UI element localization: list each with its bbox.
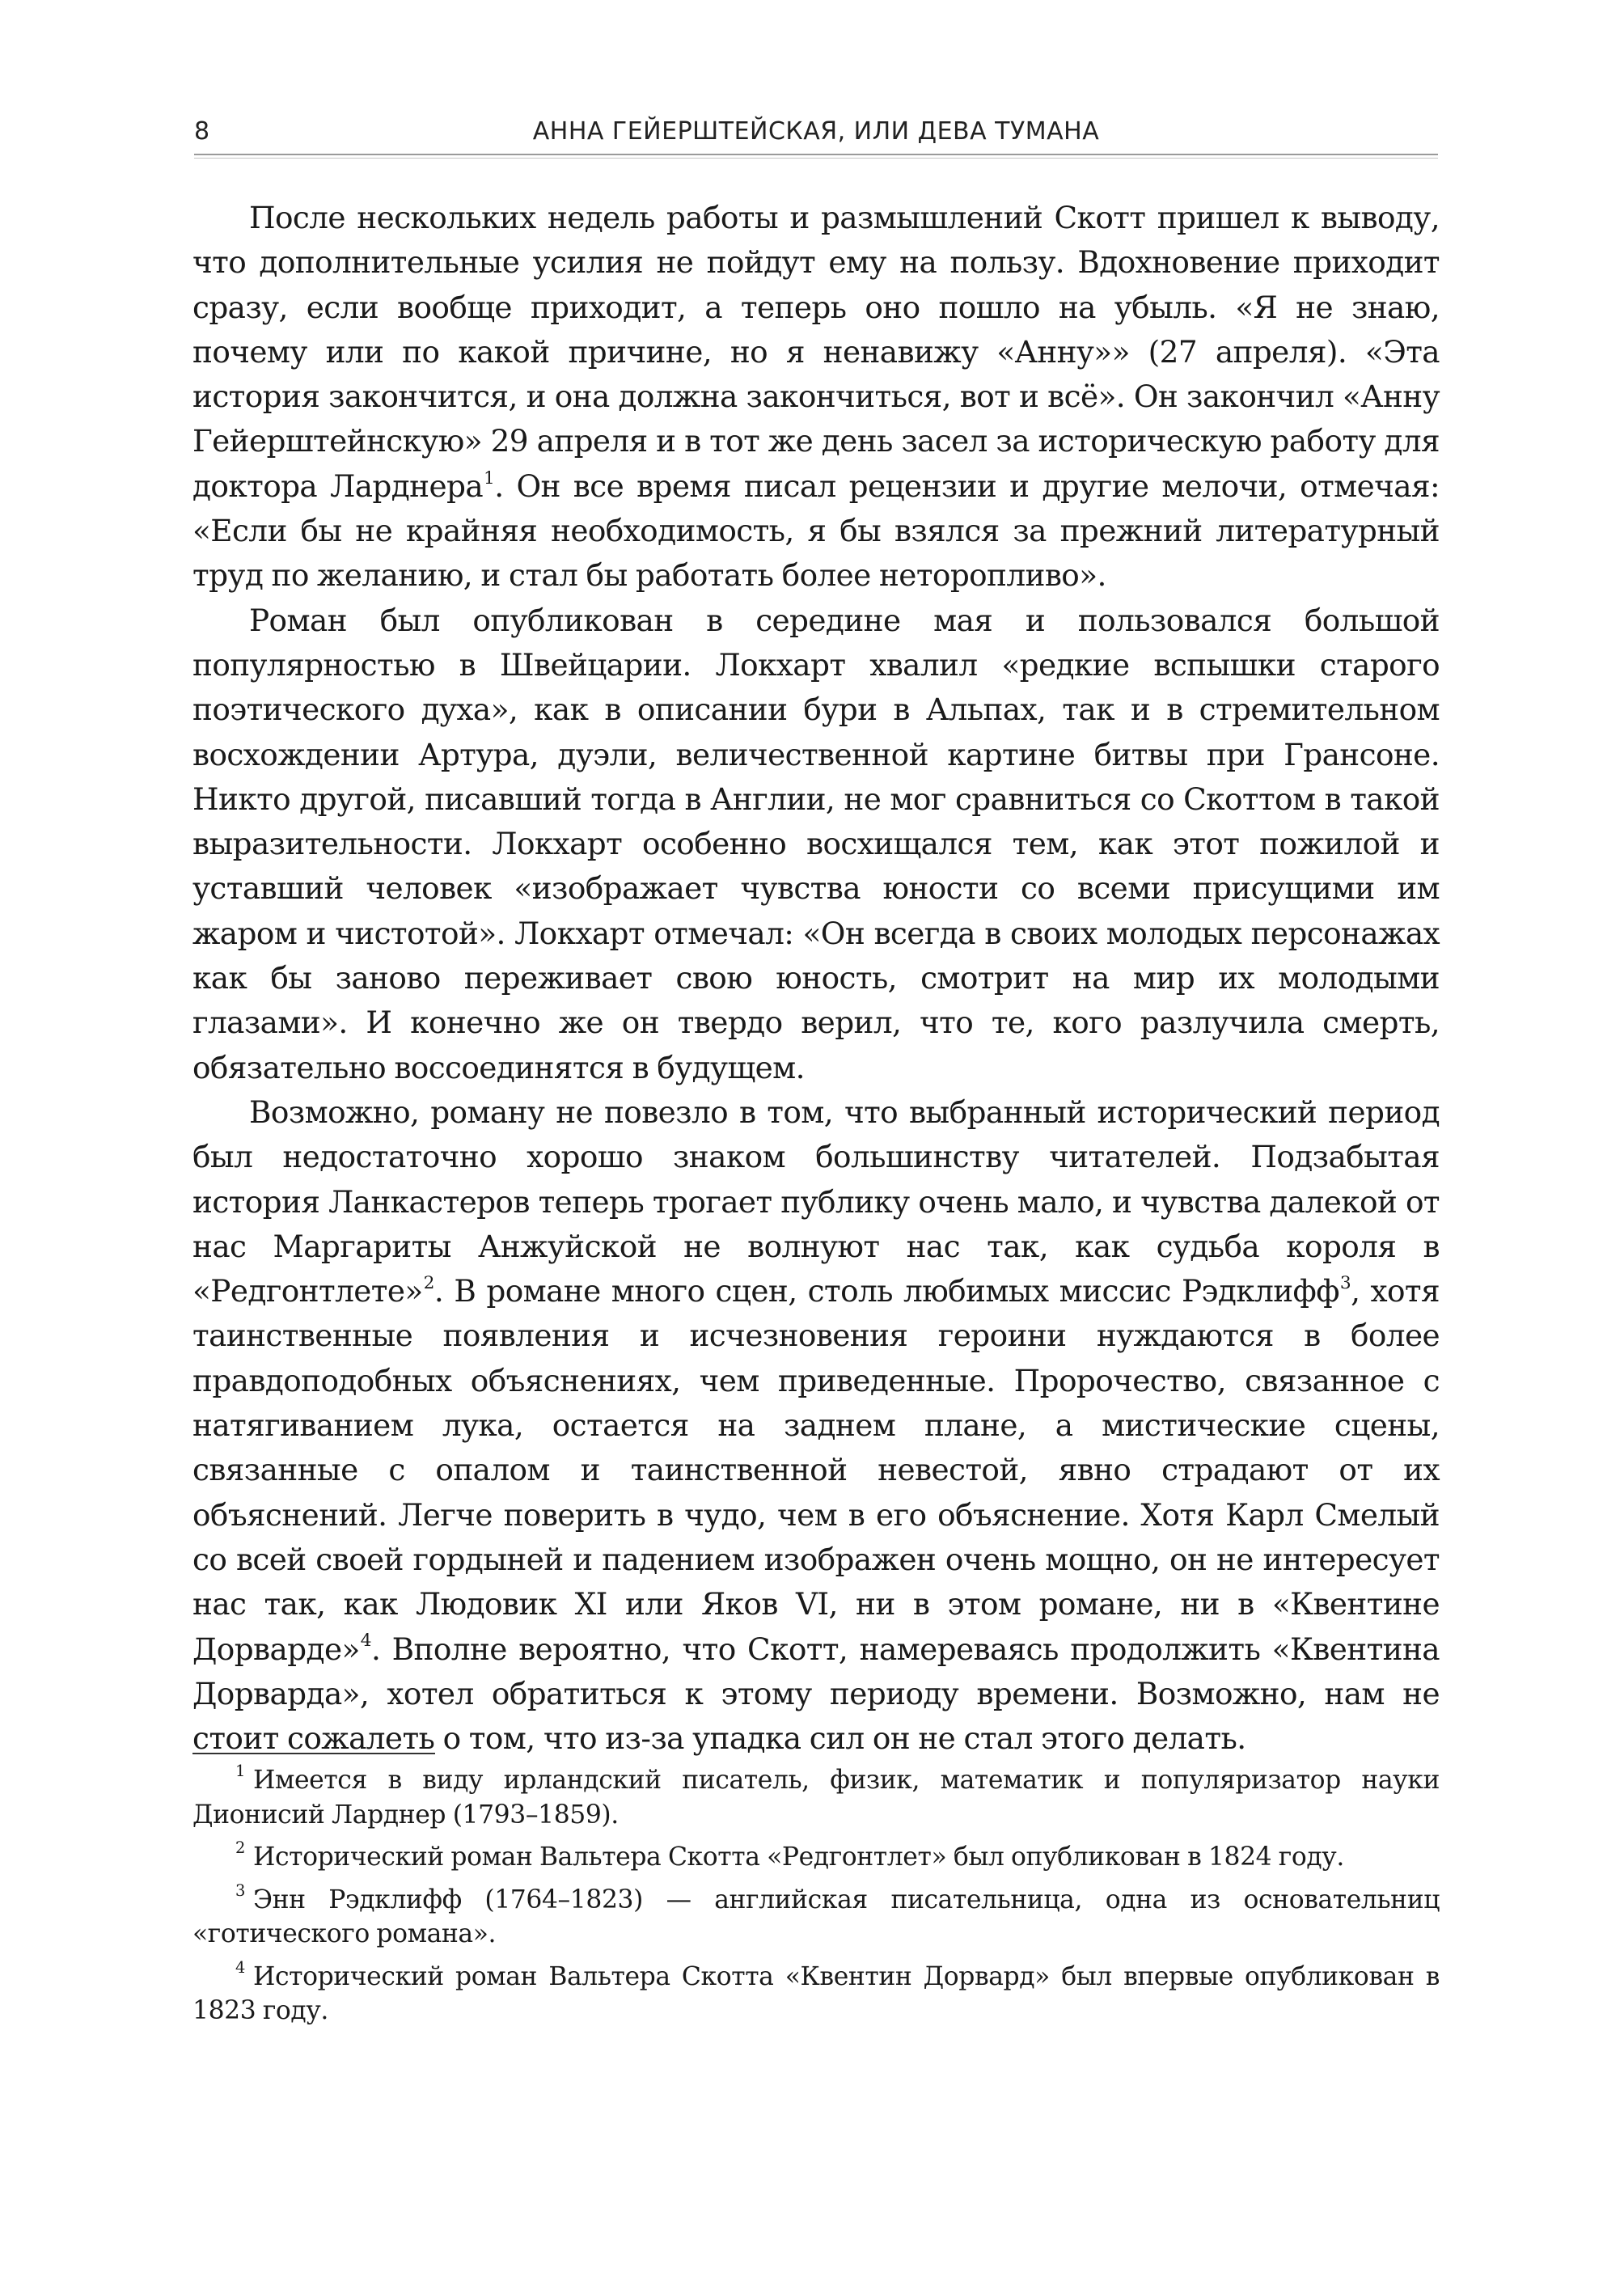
paragraph-text: После нескольких недель работы и размышлений Скотт пришел к выводу, что дополнительные усилия не пойдут ему на пользу. Вдохновение приходит сразу, если вообще приходит, а теперь оно пошло на убыль. «Я не знаю, почему или по какой причине, но я ненавижу «Анну»» (27 апреля). «Эта история закончится, и она должна закончиться, вот и всё». Он закончил «Анну Гейерштейнскую» 29 апреля и в тот же день засел за историческую работу для доктора Ларднера: [192, 200, 1440, 504]
main-text: [192, 196, 1440, 1761]
footnotes: [192, 1763, 1440, 2037]
footnote-marker: 4: [235, 1957, 245, 1977]
footnote-text: Имеется в виду ирландский писатель, физик, математик и популяризатор науки Дионисий Ларднер (1793–1859).: [192, 1766, 1440, 1830]
footnote-marker: 2: [235, 1838, 245, 1858]
paragraph-text: , хотя таинственные появления и исчезновения героини нуждаются в более правдоподобных объяснениях, чем приведенные. Пророчество, связанное с натягиванием лука, остается на заднем плане, а мистические сцены, связанные с опалом и таинственной невестой, явно страдают от их объяснений. Легче поверить в чудо, чем в его объяснение. Хотя Карл Смелый со всей своей гордыней и падением изображен очень мощно, он не интересует нас так, как Людовик XI или Яков VI, ни в этом романе, ни в «Квентине Дорварде»: [192, 1273, 1440, 1667]
paragraph-text: Роман был опубликован в середине мая и пользовался большой популярностью в Швейцарии. Локхарт хвалил «редкие вспышки старого поэтического духа», как в описании бури в Альпах, так и в стремительном восхождении Артура, дуэли, величественной картине битвы при Грансоне. Никто другой, писавший тогда в Англии, не мог сравниться со Скоттом в такой выразительности. Локхарт особенно восхищался тем, как этот пожилой и уставший человек «изображает чувства юности со всеми присущими им жаром и чистотой». Локхарт отмечал: «Он всегда в своих молодых персонажах как бы заново переживает свою юность, смотрит на мир их молодыми глазами». И конечно же он твердо верил, что те, кого разлучила смерть, обязательно воссоединятся в будущем.: [192, 602, 1440, 1085]
footnote-ref: 3: [1339, 1272, 1351, 1293]
paragraph-text: Возможно, роману не повезло в том, что выбранный исторический период был недостаточно хорошо знаком большинству читателей. Подзабытая история Ланкастеров теперь трогает публику очень мало, и чувства далекой от нас Маргариты Анжуйской не волнуют нас так, как судьба короля в «Редгонтлете»: [192, 1094, 1440, 1309]
footnote-text: Исторический роман Вальтера Скотта «Квентин Дорвард» был впервые опубликован в 1823 году.: [192, 1961, 1440, 2025]
footnote-ref: 1: [484, 467, 495, 489]
page-number: 8: [194, 117, 210, 146]
header-divider-thin: [194, 158, 1438, 159]
header-divider: [194, 154, 1438, 155]
running-title: АННА ГЕЙЕРШТЕЙСКАЯ, ИЛИ ДЕВА ТУМАНА: [532, 117, 1100, 146]
footnote-text: Исторический роман Вальтера Скотта «Редгонтлет» был опубликован в 1824 году.: [252, 1842, 1344, 1872]
footnote: [192, 1763, 1440, 1832]
paragraph-text: . Вполне вероятно, что Скотт, намереваясь продолжить «Квентина Дорварда», хотел обратиться к этому периоду времени. Возможно, нам не стоит сожалеть о том, что из-за упадка сил он не стал этого делать.: [192, 1631, 1440, 1757]
paragraph: [192, 1090, 1440, 1761]
footnote: [192, 1883, 1440, 1952]
footnote-text: Энн Рэдклифф (1764–1823) — английская писательница, одна из основательниц «готического романа».: [192, 1885, 1440, 1948]
footnote-marker: 3: [235, 1881, 245, 1900]
paragraph: [192, 196, 1440, 599]
footnote-marker: 1: [235, 1762, 245, 1781]
footnote: [192, 1840, 1440, 1875]
page-header: [194, 112, 1438, 152]
footnote-divider: [192, 1753, 435, 1754]
footnote: [192, 1957, 1440, 2029]
paragraph-text: . В романе много сцен, столь любимых миссис Рэдклифф: [433, 1273, 1339, 1309]
paragraph-text: . Он все время писал рецензии и другие мелочи, отмечая: «Если бы не крайняя необходимость, я бы взялся за прежний литературный труд по желанию, и стал бы работать более неторопливо».: [192, 467, 1440, 594]
paragraph: [192, 599, 1440, 1090]
footnote-ref: 2: [423, 1272, 434, 1293]
footnote-ref: 4: [360, 1631, 371, 1652]
